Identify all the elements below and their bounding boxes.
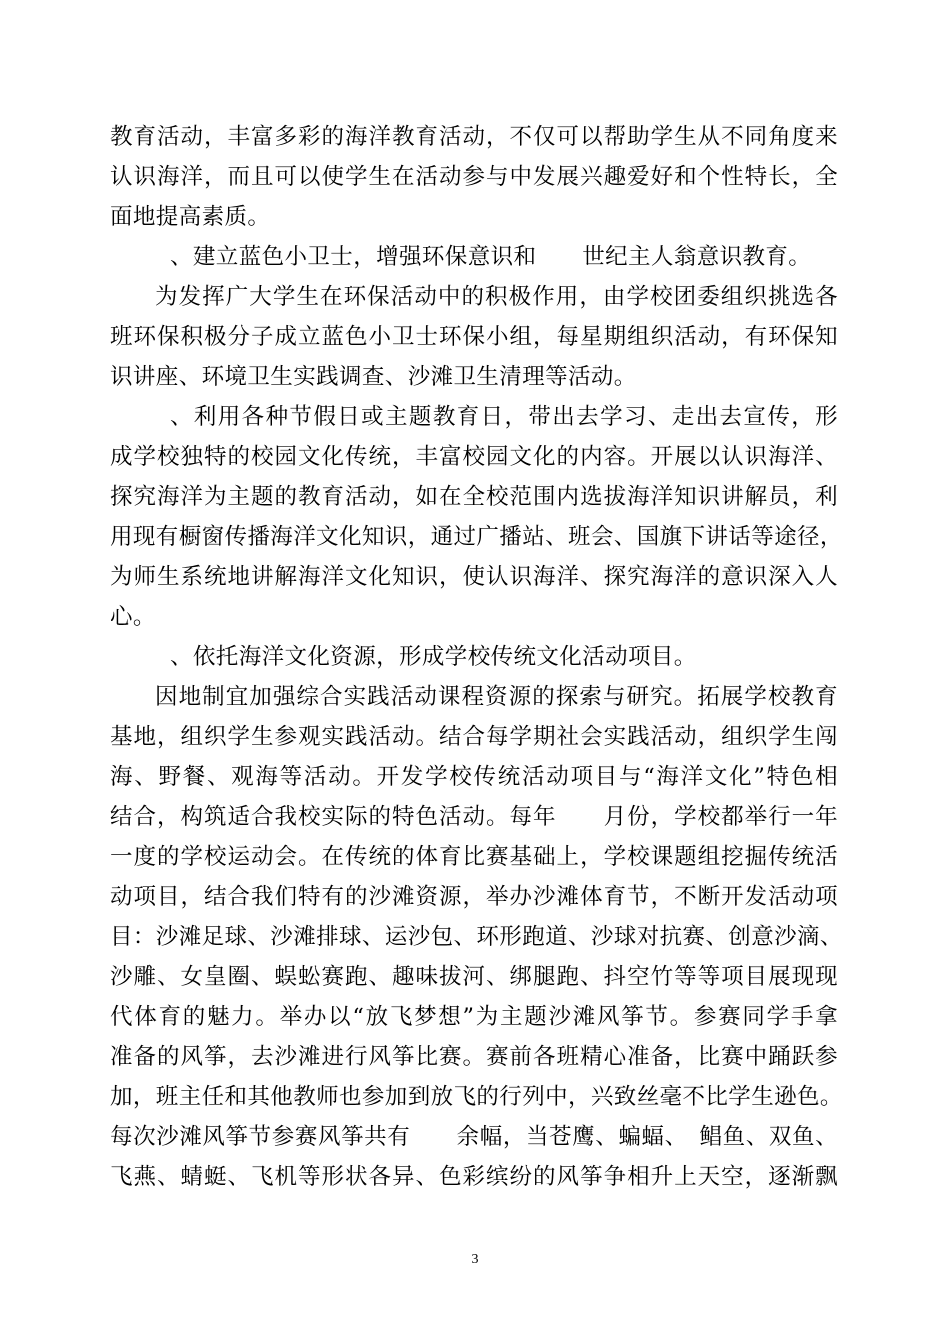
text-line: 结合，构筑适合我校实际的特色活动。每年 月份，学校都举行一年: [110, 804, 838, 830]
page-number: 3: [471, 1252, 479, 1267]
text-line: 目：沙滩足球、沙滩排球、运沙包、环形跑道、沙球对抗赛、创意沙滴、: [110, 924, 843, 950]
text-line: 沙雕、女皇圈、蜈蚣赛跑、趣味拔河、绑腿跑、抖空竹等等项目展现现: [110, 964, 838, 990]
section-heading: 、利用各种节假日或主题教育日，带出去学习、走出去宣传，形: [170, 404, 838, 430]
text-line: 代体育的魅力。举办以“放飞梦想”为主题沙滩风筝节。参赛同学手拿: [110, 1004, 838, 1030]
text-line: 为师生系统地讲解海洋文化知识，使认识海洋、探究海洋的意识深入人: [110, 564, 838, 590]
text-line: 基地，组织学生参观实践活动。结合每学期社会实践活动，组织学生闯: [110, 724, 838, 750]
section-heading: 、建立蓝色小卫士，增强环保意识和 世纪主人翁意识教育。: [170, 244, 812, 270]
text-line: 每次沙滩风筝节参赛风筝共有 余幅，当苍鹰、蝙蝠、 鲳鱼、双鱼、: [110, 1124, 838, 1150]
text-line: 准备的风筝，去沙滩进行风筝比赛。赛前各班精心准备，比赛中踊跃参: [110, 1044, 838, 1070]
text-line: 心。: [110, 604, 156, 630]
text-line: 一度的学校运动会。在传统的体育比赛基础上，学校课题组挖掘传统活: [110, 844, 838, 870]
text-line: 教育活动，丰富多彩的海洋教育活动，不仅可以帮助学生从不同角度来: [110, 124, 838, 150]
text-line: 海、野餐、观海等活动。开发学校传统活动项目与“海洋文化”特色相: [110, 764, 838, 790]
text-line: 认识海洋，而且可以使学生在活动参与中发展兴趣爱好和个性特长，全: [110, 164, 838, 190]
text-line: 面地提高素质。: [110, 204, 271, 230]
text-line: 动项目，结合我们特有的沙滩资源，举办沙滩体育节，不断开发活动项: [110, 884, 838, 910]
text-line: 成学校独特的校园文化传统，丰富校园文化的内容。开展以认识海洋、: [110, 444, 838, 470]
text-line: 识讲座、环境卫生实践调查、沙滩卫生清理等活动。: [110, 364, 637, 390]
text-line: 用现有橱窗传播海洋文化知识，通过广播站、班会、国旗下讲话等途径，: [110, 524, 843, 550]
text-line: 飞燕、蜻蜓、飞机等形状各异、色彩缤纷的风筝争相升上天空，逐渐飘: [110, 1164, 838, 1190]
text-line: 班环保积极分子成立蓝色小卫士环保小组，每星期组织活动，有环保知: [110, 324, 838, 350]
text-line: 为发挥广大学生在环保活动中的积极作用，由学校团委组织挑选各: [155, 284, 838, 310]
text-line: 探究海洋为主题的教育活动，如在全校范围内选拔海洋知识讲解员，利: [110, 484, 838, 510]
text-line: 因地制宜加强综合实践活动课程资源的探索与研究。拓展学校教育: [155, 684, 838, 710]
text-line: 加，班主任和其他教师也参加到放飞的行列中，兴致丝毫不比学生逊色。: [110, 1084, 843, 1110]
section-heading: 、依托海洋文化资源，形成学校传统文化活动项目。: [170, 644, 697, 670]
